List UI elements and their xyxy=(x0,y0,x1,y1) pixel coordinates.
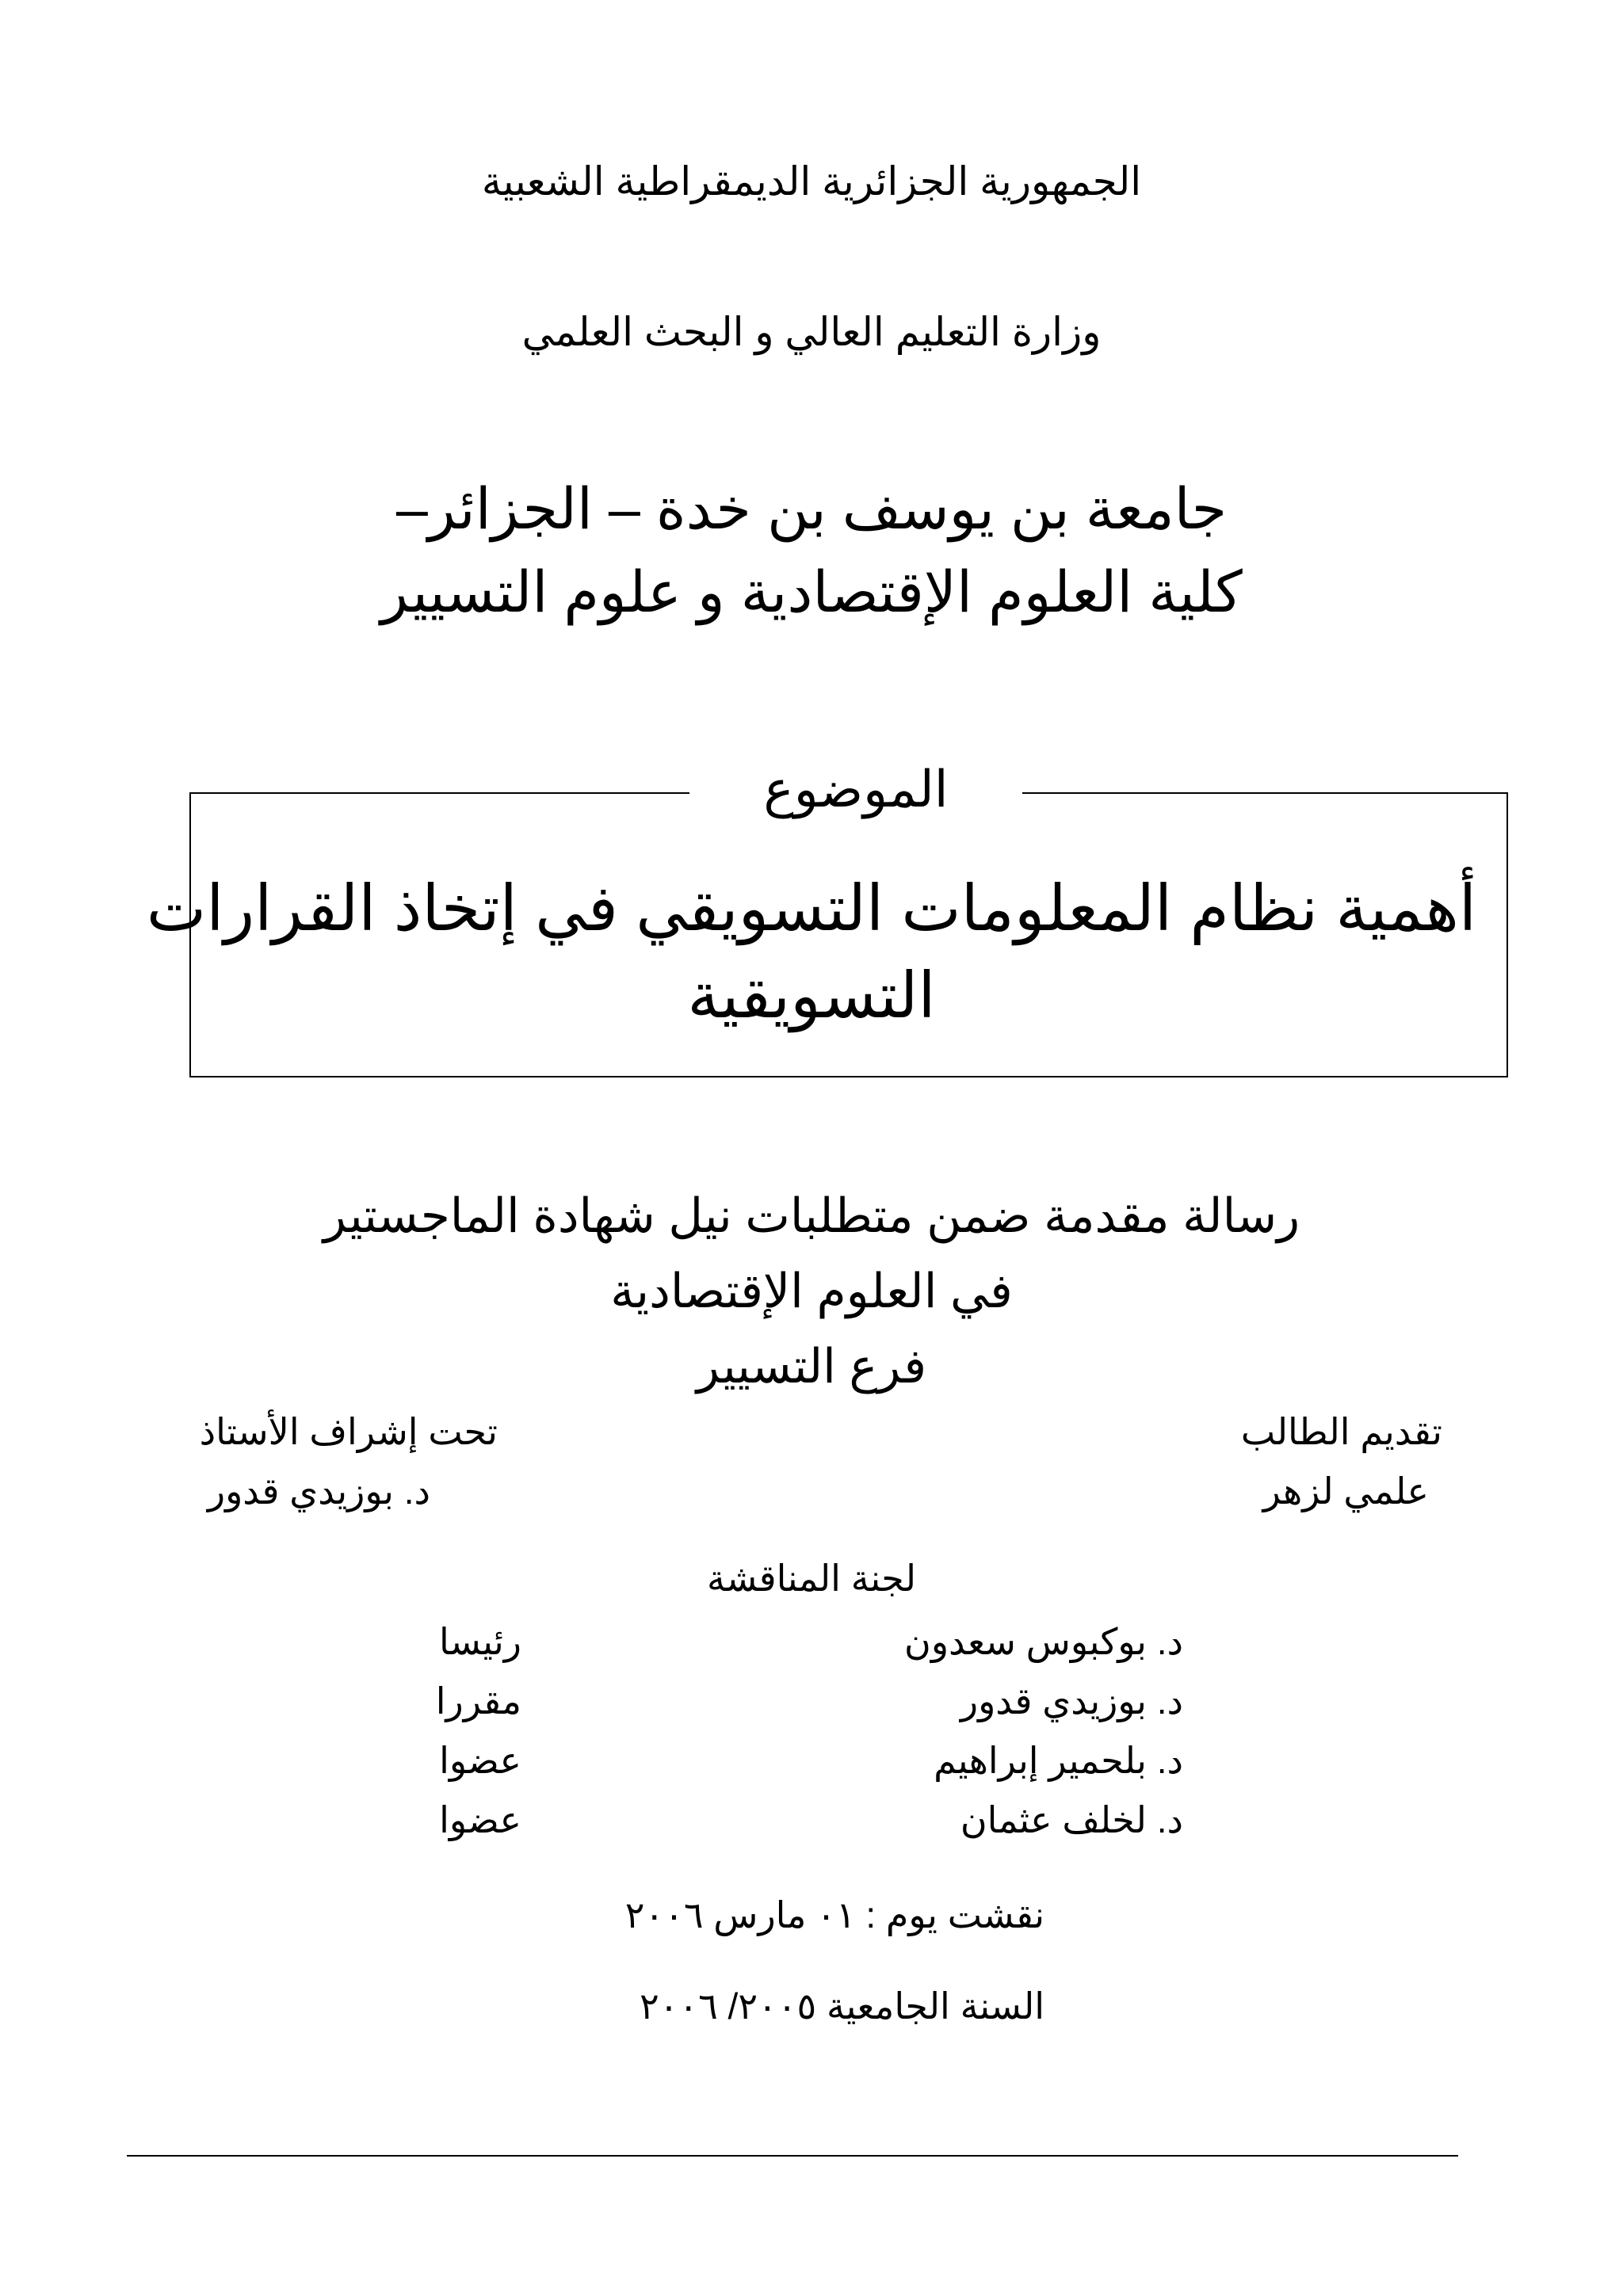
committee-member-role: مقررا xyxy=(435,1680,521,1722)
committee-member-name: د. لخلف عثمان xyxy=(960,1799,1183,1840)
committee-member-name: د. بوزيدي قدور xyxy=(960,1680,1183,1722)
thesis-purpose: رسالة مقدمة ضمن متطلبات نيل شهادة الماجستير xyxy=(323,1189,1300,1242)
thesis-branch: فرع التسيير xyxy=(696,1340,927,1393)
supervisor-label: تحت إشراف الأستاذ xyxy=(199,1411,498,1452)
topic-title-line1: أهمية نظام المعلومات التسويقي في إتخاذ القرارات xyxy=(146,873,1477,944)
supervisor-name: د. بوزيدي قدور xyxy=(207,1470,430,1512)
student-name: علمي لزهر xyxy=(1262,1470,1429,1512)
committee-member-role: عضوا xyxy=(439,1740,521,1781)
defense-date: نقشت يوم : ٠١ مارس ٢٠٠٦ xyxy=(624,1894,1044,1936)
ministry-heading: وزارة التعليم العالي و البحث العلمي xyxy=(521,310,1102,354)
faculty-name: كلية العلوم الإقتصادية و علوم التسيير xyxy=(380,561,1243,624)
committee-title: لجنة المناقشة xyxy=(706,1558,916,1599)
republic-heading: الجمهورية الجزائرية الديمقراطية الشعبية xyxy=(481,159,1142,204)
committee-member-role: عضوا xyxy=(439,1799,521,1840)
thesis-field: في العلوم الإقتصادية xyxy=(610,1264,1013,1318)
footer-rule xyxy=(127,2155,1458,2157)
committee-member-name: د. بلحمير إبراهيم xyxy=(934,1740,1183,1781)
student-label: تقديم الطالب xyxy=(1240,1411,1442,1452)
committee-member-name: د. بوكبوس سعدون xyxy=(904,1621,1183,1662)
university-name: جامعة بن يوسف بن خدة – الجزائر– xyxy=(395,478,1228,541)
academic-year: السنة الجامعية ٢٠٠٥/ ٢٠٠٦ xyxy=(639,1985,1044,2027)
topic-title-line2: التسويقية xyxy=(687,960,936,1031)
committee-member-role: رئيسا xyxy=(439,1621,521,1662)
topic-label: الموضوع xyxy=(689,749,1022,829)
